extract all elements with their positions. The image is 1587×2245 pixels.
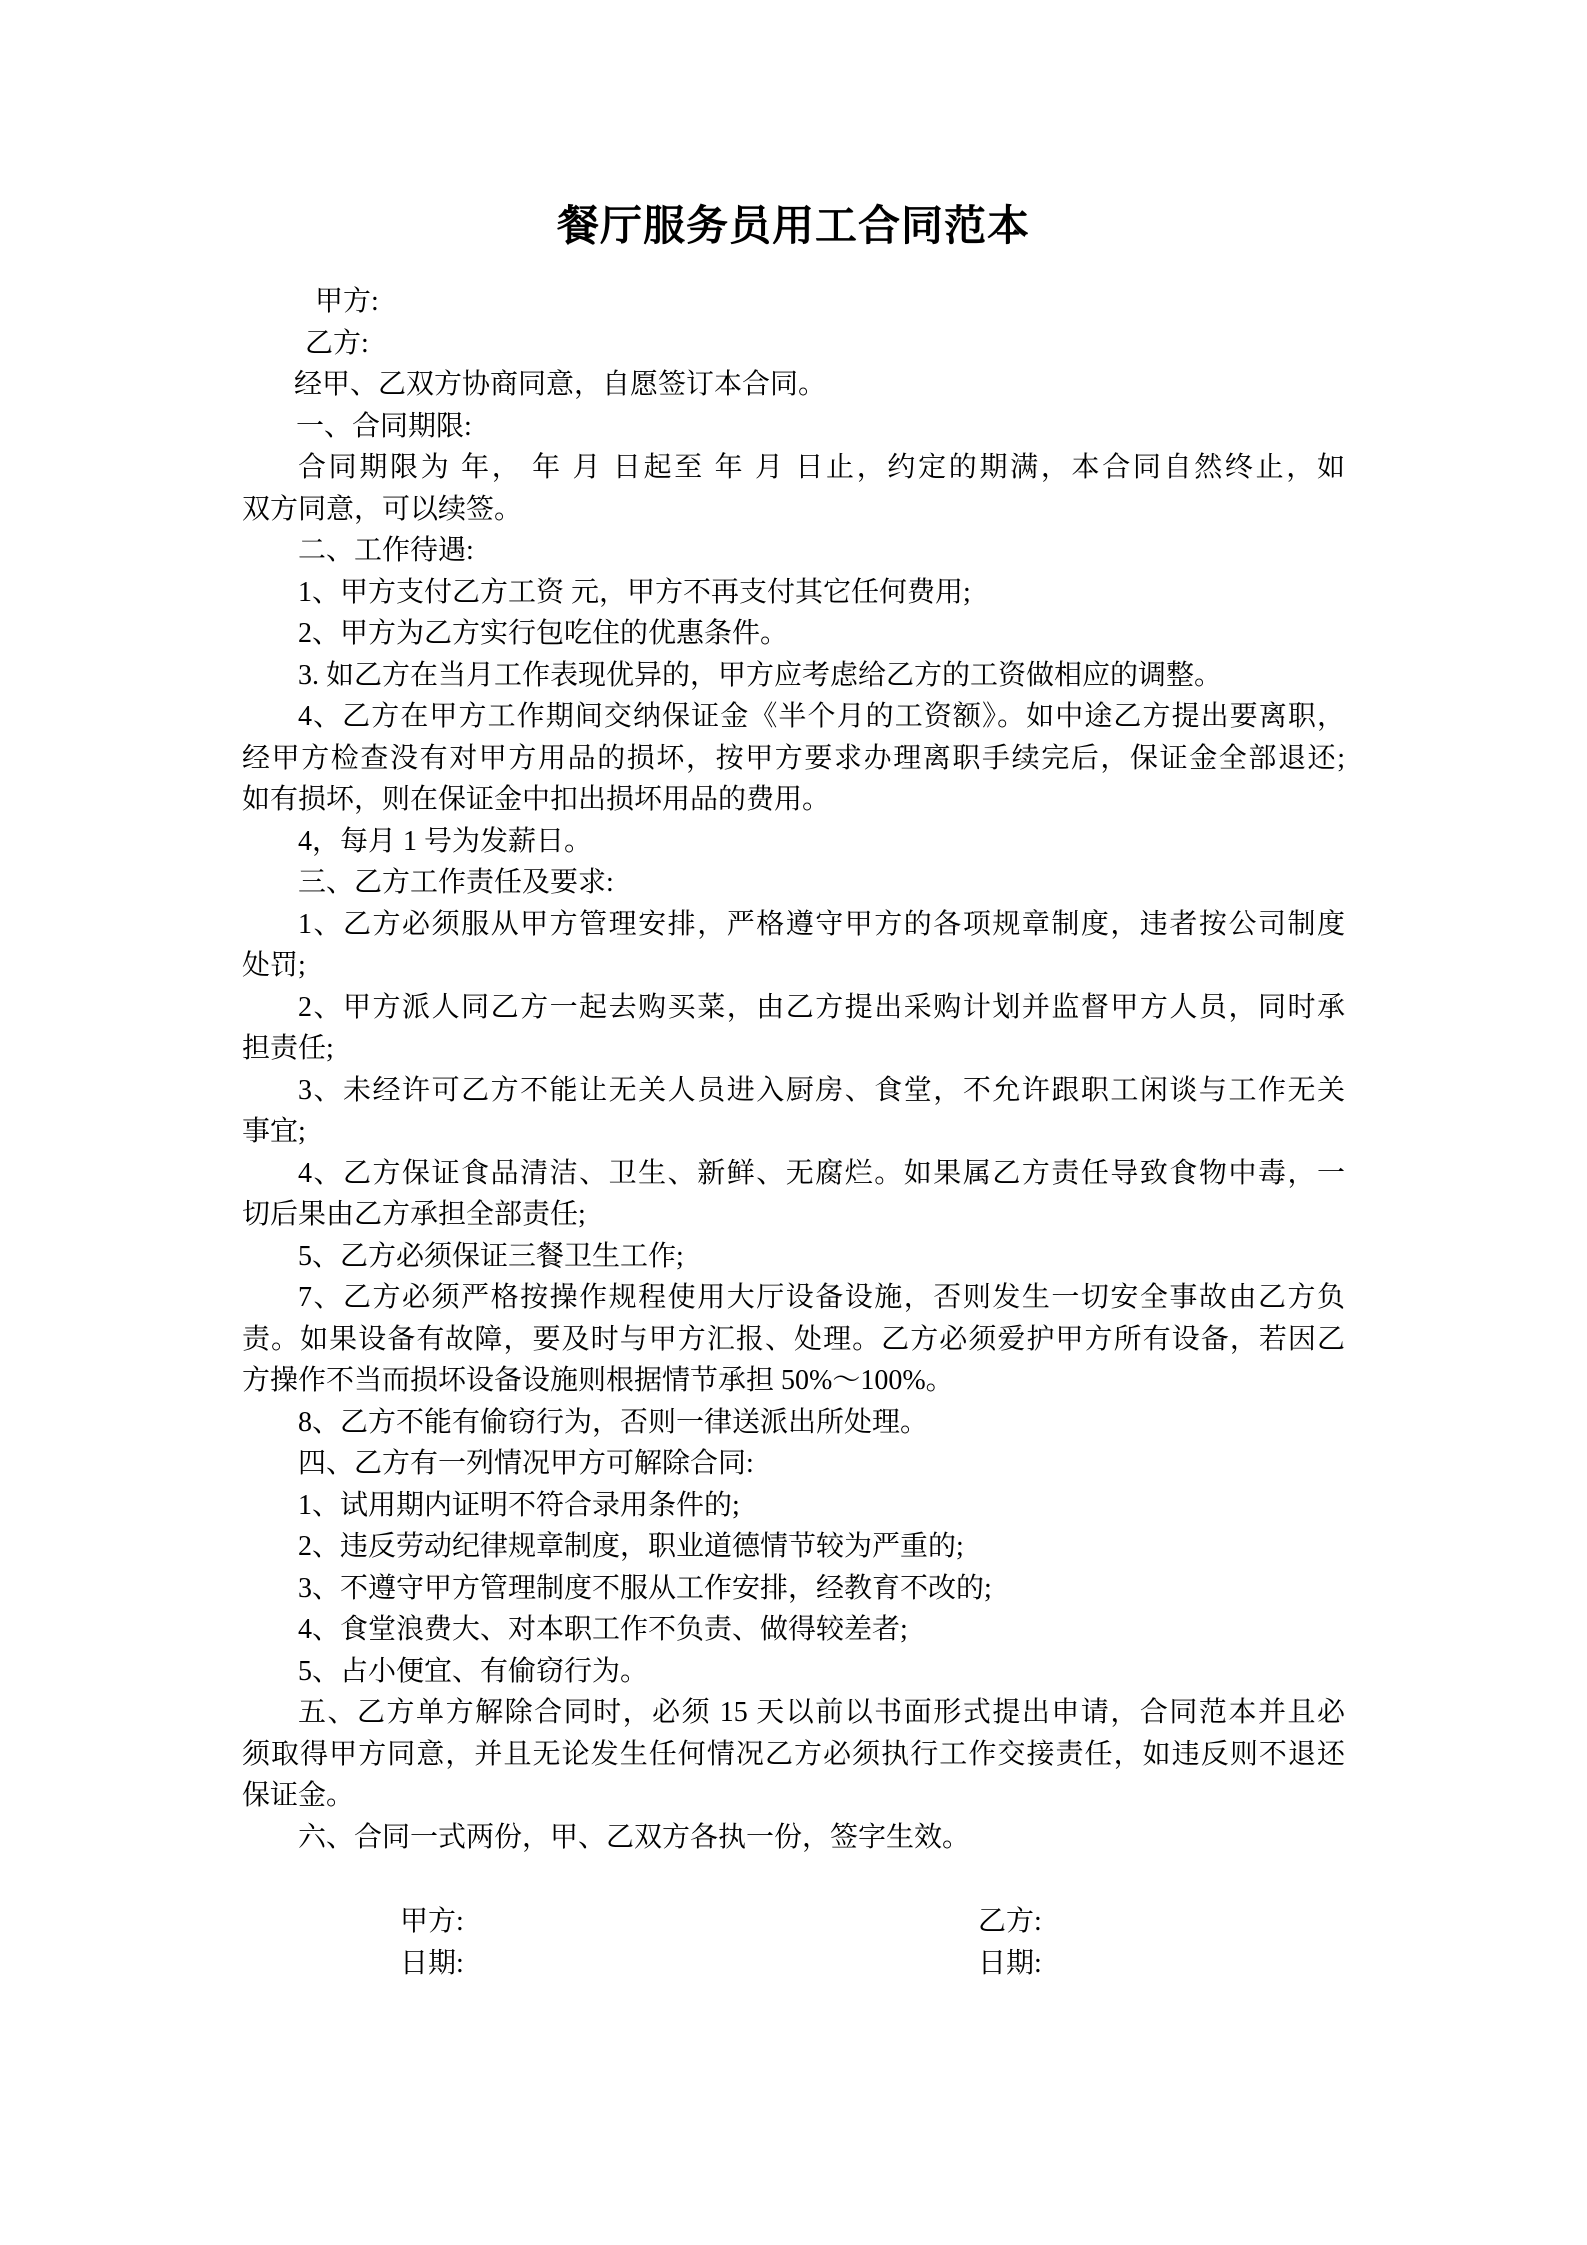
document-line: 事宜; bbox=[242, 1116, 306, 1147]
document-body bbox=[242, 281, 1345, 1858]
document-line: 3. 如乙方在当月工作表现优异的，甲方应考虑给乙方的工资做相应的调整。 bbox=[298, 659, 1223, 691]
document-line: 合同期限为 年， 年 月 日起至 年 月 日止，约定的期满，本合同自然终止，如 bbox=[298, 452, 1345, 483]
document-line: 责。如果设备有故障，要及时与甲方汇报、处理。乙方必须爱护甲方所有设备，若因乙 bbox=[242, 1323, 1345, 1355]
document-line: 经甲、乙双方协商同意，自愿签订本合同。 bbox=[294, 369, 827, 400]
document-line: 2、甲方派人同乙方一起去购买菜，由乙方提出采购计划并监督甲方人员，同时承 bbox=[298, 991, 1345, 1023]
party-a-signature-label: 甲方: bbox=[400, 1906, 464, 1937]
document-line: 须取得甲方同意，并且无论发生任何情况乙方必须执行工作交接责任，如违反则不退还 bbox=[242, 1738, 1345, 1770]
document-line: 2、甲方为乙方实行包吃住的优惠条件。 bbox=[298, 618, 789, 649]
document-line: 如有损坏，则在保证金中扣出损坏用品的费用。 bbox=[242, 784, 831, 815]
document-line: 一、合同期限: bbox=[296, 410, 472, 442]
document-line: 4、乙方在甲方工作期间交纳保证金《半个月的工资额》。如中途乙方提出要离职， bbox=[298, 701, 1345, 732]
document-line: 1、试用期内证明不符合录用条件的; bbox=[298, 1489, 740, 1521]
document-line: 处罚; bbox=[242, 950, 306, 981]
document-line: 1、乙方必须服从甲方管理安排，严格遵守甲方的各项规章制度，违者按公司制度 bbox=[298, 908, 1345, 940]
document-line: 4、食堂浪费大、对本职工作不负责、做得较差者; bbox=[298, 1614, 908, 1645]
signature-row-dates bbox=[242, 1943, 1345, 1985]
document-line: 乙方: bbox=[305, 327, 369, 359]
party-b-date-label: 日期: bbox=[978, 1947, 1042, 1979]
document-line: 5、乙方必须保证三餐卫生工作; bbox=[298, 1240, 684, 1272]
document-line: 7、乙方必须严格按操作规程使用大厅设备设施，否则发生一切安全事故由乙方负 bbox=[298, 1282, 1345, 1313]
document-line: 保证金。 bbox=[242, 1780, 355, 1811]
document-line: 4，每月 1 号为发薪日。 bbox=[298, 825, 593, 857]
document-line: 1、甲方支付乙方工资 元，甲方不再支付其它任何费用; bbox=[298, 576, 971, 608]
party-a-date-label: 日期: bbox=[400, 1947, 464, 1979]
document-line: 3、未经许可乙方不能让无关人员进入厨房、食堂，不允许跟职工闲谈与工作无关 bbox=[298, 1074, 1345, 1106]
document-line: 3、不遵守甲方管理制度不服从工作安排，经教育不改的; bbox=[298, 1572, 992, 1604]
document-line: 双方同意，可以续签。 bbox=[242, 493, 523, 525]
document-line: 经甲方检查没有对甲方用品的损坏，按甲方要求办理离职手续完后，保证金全部退还; bbox=[242, 742, 1345, 774]
document-title: 餐厅服务员用工合同范本 bbox=[556, 204, 1030, 250]
signature-row-parties bbox=[242, 1901, 1345, 1943]
document-line: 二、工作待遇: bbox=[298, 535, 474, 566]
document-line: 担责任; bbox=[242, 1033, 334, 1064]
document-line: 方操作不当而损坏设备设施则根据情节承担 50%～100%。 bbox=[242, 1365, 954, 1396]
document-line: 五、乙方单方解除合同时，必须 15 天以前以书面形式提出申请，合同范本并且必 bbox=[298, 1697, 1345, 1728]
document-line: 5、占小便宜、有偷窃行为。 bbox=[298, 1655, 649, 1687]
document-line: 2、违反劳动纪律规章制度，职业道德情节较为严重的; bbox=[298, 1531, 964, 1562]
party-b-signature-label: 乙方: bbox=[978, 1906, 1042, 1937]
document-line: 三、乙方工作责任及要求: bbox=[298, 867, 614, 898]
document-line: 六、合同一式两份，甲、乙双方各执一份，签字生效。 bbox=[298, 1821, 971, 1853]
document-line: 8、乙方不能有偷窃行为，否则一律送派出所处理。 bbox=[298, 1406, 929, 1438]
document-line: 4、乙方保证食品清洁、卫生、新鲜、无腐烂。如果属乙方责任导致食物中毒，一 bbox=[298, 1157, 1345, 1189]
document-line: 切后果由乙方承担全部责任; bbox=[242, 1199, 586, 1230]
document-line: 甲方: bbox=[315, 286, 379, 317]
signature-block bbox=[242, 1901, 1345, 1984]
document-line: 四、乙方有一列情况甲方可解除合同: bbox=[298, 1448, 754, 1479]
